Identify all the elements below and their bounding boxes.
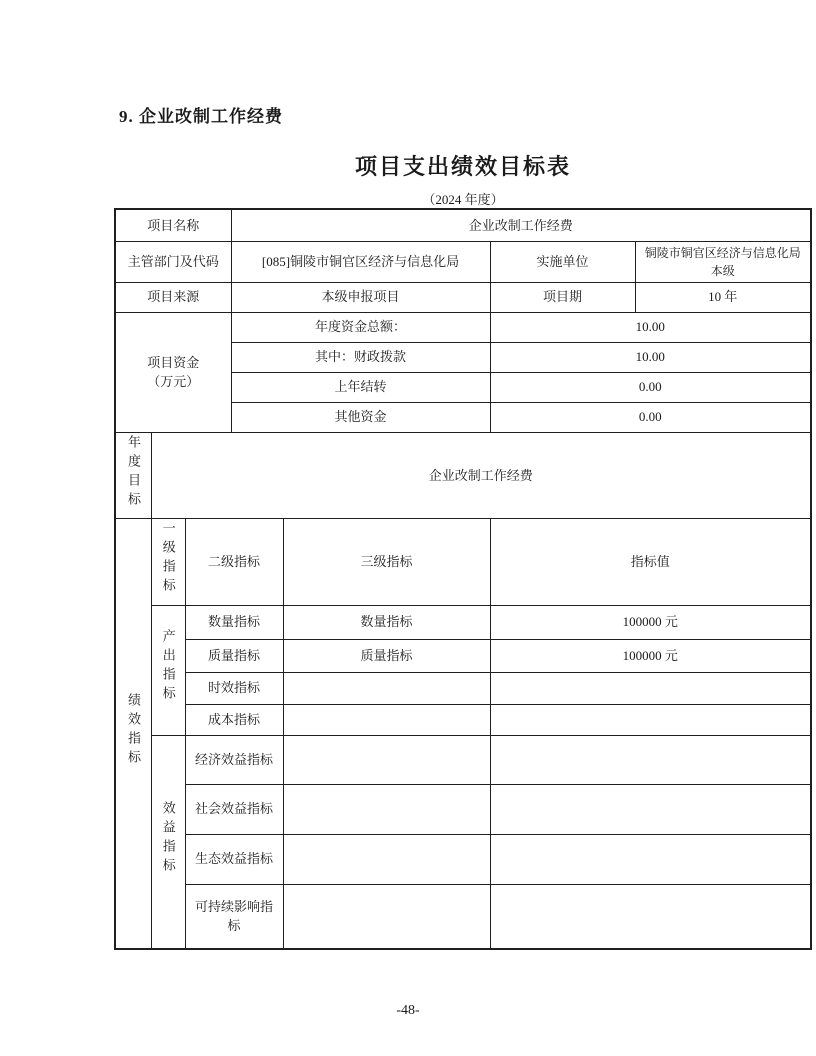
l2-cell: 数量指标	[185, 605, 283, 639]
l3-cell: 数量指标	[283, 605, 490, 639]
l3-cell	[283, 834, 490, 884]
funds-label-cell	[115, 312, 231, 432]
source-value-cell: 本级申报项目	[231, 282, 490, 312]
header-l3-cell: 三级指标	[283, 519, 490, 606]
group-output-label: 产出指标	[160, 629, 176, 706]
l3-cell	[283, 884, 490, 949]
l3-cell	[283, 735, 490, 784]
fund-name-cell: 其中：财政拨款	[231, 342, 490, 372]
funds-label-line2: （万元）	[147, 374, 200, 389]
funds-label-line1: 项目资金	[147, 354, 200, 370]
dept-value-cell: [085]铜陵市铜官区经济与信息化局	[231, 241, 490, 282]
source-label-cell: 项目来源	[115, 282, 231, 312]
indicator-row	[115, 672, 811, 704]
row-source	[115, 282, 811, 312]
project-name-label-cell: 项目名称	[115, 209, 231, 241]
doc-subtitle: （2024 年度）	[422, 192, 504, 207]
l2-cell: 时效指标	[185, 672, 283, 704]
indicator-row	[115, 735, 811, 784]
header-value-cell: 指标值	[490, 519, 811, 606]
fund-value-cell: 10.00	[490, 312, 811, 342]
header-l2-cell: 二级指标	[185, 519, 283, 606]
l3-cell: 质量指标	[283, 639, 490, 672]
impl-unit-label-cell: 实施单位	[490, 241, 635, 282]
annual-goal-label: 年度目标	[126, 434, 141, 511]
group-output-label-cell	[151, 605, 185, 735]
perf-label: 绩效指标	[126, 692, 141, 769]
value-cell	[490, 834, 811, 884]
indicator-row	[115, 605, 811, 639]
group-benefit-label-cell	[151, 735, 185, 949]
l2-cell: 生态效益指标	[185, 834, 283, 884]
row-annual-goal	[115, 432, 811, 519]
l3-cell	[283, 784, 490, 834]
page-number: -48-	[396, 1003, 420, 1018]
fund-name-cell: 上年结转	[231, 372, 490, 402]
dept-label-cell: 主管部门及代码	[115, 241, 231, 282]
fund-value-cell: 0.00	[490, 372, 811, 402]
header-l1: 一级指标	[160, 521, 176, 597]
l2-cell: 质量指标	[185, 639, 283, 672]
value-cell	[490, 704, 811, 735]
row-department	[115, 241, 811, 282]
doc-title: 项目支出绩效目标表	[354, 154, 571, 179]
l3-cell	[283, 704, 490, 735]
l3-cell	[283, 672, 490, 704]
value-cell	[490, 735, 811, 784]
group-benefit-label: 效益指标	[160, 801, 176, 877]
row-fund-total	[115, 312, 811, 342]
row-project-name	[115, 209, 811, 241]
l2-cell: 成本指标	[185, 704, 283, 735]
section-heading: 9. 企业改制工作经费	[119, 107, 283, 126]
fund-name-cell: 年度资金总额：	[231, 312, 490, 342]
header-l1-cell	[151, 519, 185, 606]
indicator-row	[115, 784, 811, 834]
row-indicator-header	[115, 519, 811, 606]
indicator-row	[115, 884, 811, 949]
period-label-cell: 项目期	[490, 282, 635, 312]
l2-cell: 可持续影响指标	[185, 884, 283, 949]
performance-target-table	[114, 208, 812, 950]
value-cell	[490, 672, 811, 704]
fund-name-cell: 其他资金	[231, 402, 490, 432]
value-cell: 100000 元	[490, 605, 811, 639]
annual-goal-label-cell	[115, 432, 151, 519]
value-cell: 100000 元	[490, 639, 811, 672]
value-cell	[490, 784, 811, 834]
impl-unit-value-cell: 铜陵市铜官区经济与信息化局本级	[635, 241, 811, 282]
indicator-row	[115, 834, 811, 884]
indicator-row	[115, 639, 811, 672]
l2-cell: 经济效益指标	[185, 735, 283, 784]
l2-cell: 社会效益指标	[185, 784, 283, 834]
fund-value-cell: 0.00	[490, 402, 811, 432]
fund-value-cell: 10.00	[490, 342, 811, 372]
indicator-row	[115, 704, 811, 735]
period-value-cell: 10 年	[635, 282, 811, 312]
project-name-value-cell: 企业改制工作经费	[231, 209, 811, 241]
perf-label-cell	[115, 519, 151, 950]
annual-goal-content-cell: 企业改制工作经费	[151, 432, 811, 519]
value-cell	[490, 884, 811, 949]
